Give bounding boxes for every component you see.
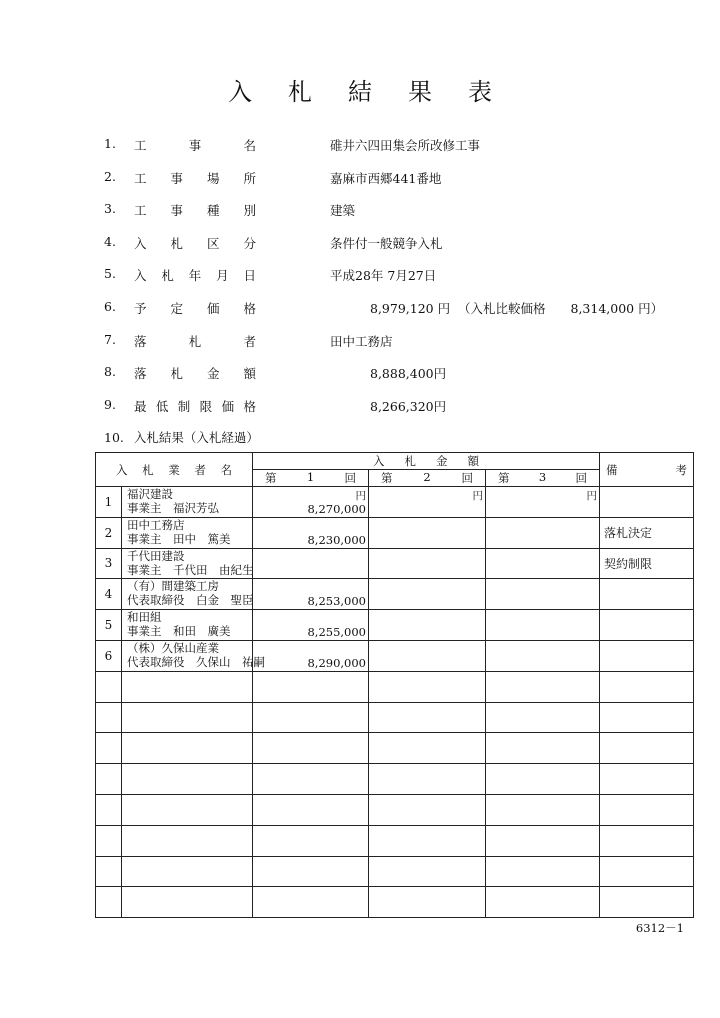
bid-amount-cell [486,610,600,641]
table-row-empty [96,702,694,733]
note-cell [600,579,694,610]
section-10-heading [104,428,269,446]
info-label-char: 別 [243,203,256,219]
info-row [104,234,684,267]
empty-cell [600,671,694,702]
info-label-char: 名 [243,138,256,153]
info-number: 7. [104,331,116,347]
info-label [134,332,256,350]
bid-amount: 8,253,000 [307,594,366,609]
header-amount-label-char: 札 [404,454,416,468]
bid-amount: 8,230,000 [307,532,366,547]
empty-cell [486,702,600,733]
header-bidder-label-char: 者 [194,462,206,477]
section-10-label: 入札結果（入札経過） [133,430,259,445]
header-amount-label [253,453,599,469]
info-comparison-price: （入札比較価格 8,314,000 円） [458,300,664,316]
info-label [134,364,256,382]
empty-cell [600,764,694,795]
info-row [104,332,684,365]
yen-unit: 円 [355,490,366,502]
empty-cell [486,856,600,887]
page-number: 6312－1 [635,921,684,935]
bidder-cell [122,610,253,641]
row-number: 5 [96,610,122,641]
empty-cell [486,764,600,795]
bid-amount-cell [369,548,486,579]
empty-cell [369,764,486,795]
header-bidder-label-char: 名 [220,462,232,477]
row-number: 1 [96,487,122,518]
table-header-row [96,453,694,470]
table-row-empty [96,856,694,887]
header-bidder-label-char: 札 [142,462,154,477]
table-row [96,610,694,641]
header-round-label [253,470,368,486]
info-label-char: 価 [206,300,220,316]
info-number: 2. [104,168,116,184]
empty-cell [486,794,600,825]
bidder-name: 田中工務店 [127,517,185,532]
bid-amount-cell [369,640,486,671]
info-label-char: 工 [134,138,147,153]
header-round-label-char: 3 [538,470,547,484]
table-row-empty [96,671,694,702]
info-label-char: 事 [188,138,202,153]
bid-amount-cell [486,517,600,548]
empty-cell [600,702,694,733]
empty-cell [369,794,486,825]
row-number: 2 [96,517,122,548]
header-round-cell [369,470,486,487]
empty-cell [122,887,253,918]
empty-cell [96,733,122,764]
empty-cell [486,825,600,856]
info-label-char: 札 [170,366,183,382]
table-row [96,640,694,671]
info-number: 8. [104,364,116,380]
empty-cell [600,733,694,764]
info-row [104,266,684,299]
header-round-label-char: 第 [498,471,510,485]
bid-amount: 8,270,000 [307,501,366,516]
info-label-char: 種 [206,203,220,219]
bidder-name: 千代田建設 [127,548,185,563]
info-label-char: 札 [170,235,183,251]
empty-cell [253,887,369,918]
info-label-char: 所 [243,170,256,186]
bidder-cell [122,579,253,610]
empty-cell [122,856,253,887]
info-row [104,364,684,397]
header-bidder-cell [96,453,253,487]
row-number: 6 [96,640,122,671]
bidder-representative: 事業主 和田 廣美 [127,624,231,639]
info-value: 平成28年 7月27日 [330,268,437,284]
header-round-label-char: 第 [265,471,277,485]
bidder-cell [122,640,265,671]
empty-cell [600,887,694,918]
note-cell [600,610,694,641]
header-bidder-label [96,462,252,478]
empty-cell [122,671,253,702]
header-bidder-label-char: 業 [168,462,180,477]
header-round-label-char: 回 [344,471,356,485]
bidder-cell [122,487,253,518]
bidder-name: （株）久保山産業 [127,640,219,655]
empty-cell [96,702,122,733]
empty-cell [369,733,486,764]
info-row [104,299,684,332]
bidder-name: 福沢建設 [127,487,173,501]
info-row [104,169,684,202]
empty-cell [369,887,486,918]
info-label-char: 金 [206,366,220,382]
info-amount: 8,888,400円 [370,366,447,382]
info-row [104,201,684,234]
row-number: 4 [96,579,122,610]
yen-unit: 円 [472,490,483,502]
bid-amount-cell [253,640,369,671]
empty-cell [253,671,369,702]
header-round-label-char: 第 [381,471,393,485]
header-note-label [600,462,693,478]
info-label [134,169,256,187]
empty-cell [253,764,369,795]
empty-cell [122,702,253,733]
info-amount: 8,979,120 円 [370,300,451,316]
bidder-name: 和田組 [127,610,162,625]
empty-cell [253,856,369,887]
info-label-char: 分 [243,235,256,251]
info-label-char: 工 [134,203,147,219]
note-cell [600,487,694,518]
note-cell: 落札決定 [600,517,694,548]
header-amount-label-char: 額 [467,454,479,468]
empty-cell [486,733,600,764]
bid-amount: 8,290,000 [307,655,366,670]
bidder-representative: 代表取締役 白金 聖臣 [127,593,254,608]
info-label-char: 入 [134,235,147,251]
info-number: 9. [104,396,116,412]
info-label-char: 事 [170,170,183,186]
info-row [104,397,684,430]
bid-amount-cell [369,517,486,548]
empty-cell [253,794,369,825]
bidder-representative: 代表取締役 久保山 祐嗣 [127,654,265,669]
info-amount: 8,266,320円 [370,398,447,414]
info-number: 1. [104,136,116,151]
empty-cell [122,733,253,764]
empty-cell [486,671,600,702]
section-10-number: 10. [104,430,124,445]
empty-cell [253,733,369,764]
bidder-name: （有）間建築工房 [127,579,219,594]
bid-amount-cell [253,579,369,610]
bid-amount-cell [253,610,369,641]
info-list [104,136,684,429]
empty-cell [369,825,486,856]
empty-cell [96,764,122,795]
bidder-cell [122,548,253,579]
info-number: 5. [104,266,116,282]
info-value: 条件付一般競争入札 [330,235,443,251]
info-value: 嘉麻市西郷441番地 [330,170,442,186]
header-amount-label-char: 金 [436,454,448,468]
header-round-label [369,470,485,486]
empty-cell [96,794,122,825]
header-note-label-char: 考 [675,462,688,477]
table-row [96,487,694,518]
info-label-char: 年 [188,268,202,284]
header-round-label-char: 回 [461,471,473,485]
row-number: 3 [96,548,122,579]
bid-amount-cell [253,487,369,518]
info-value: 建築 [330,203,356,219]
empty-cell [369,856,486,887]
empty-cell [122,825,253,856]
empty-cell [600,825,694,856]
info-label [134,397,256,415]
info-label-char: 予 [134,300,147,316]
info-label-char: 工 [134,170,147,186]
info-number: 4. [104,233,116,249]
table-row-empty [96,825,694,856]
header-round-label-char: 1 [306,470,315,484]
header-round-cell [253,470,369,487]
info-label-char: 格 [243,300,256,316]
info-label [134,266,256,284]
empty-cell [253,825,369,856]
bidder-representative: 事業主 田中 篤美 [127,531,231,546]
header-bidder-label-char: 入 [116,462,128,477]
info-label-char: 札 [161,268,174,284]
empty-cell [122,764,253,795]
info-row [104,136,684,169]
table-row-empty [96,794,694,825]
table-row [96,579,694,610]
header-round-label-char: 回 [575,471,588,485]
empty-cell [600,856,694,887]
info-label [134,136,256,154]
bid-amount-cell [369,579,486,610]
bidder-representative: 事業主 福沢芳弘 [127,501,219,515]
bid-amount-cell [486,579,600,610]
header-round-cell [486,470,600,487]
table-row-empty [96,887,694,918]
empty-cell [122,794,253,825]
info-label-char: 落 [134,333,147,349]
empty-cell [600,794,694,825]
empty-cell [369,671,486,702]
info-label-char: 制 [177,398,191,414]
page-title: 入札結果表 [228,78,528,106]
info-label-char: 区 [206,235,220,251]
bid-amount-cell [486,487,600,518]
bid-amount-cell [369,610,486,641]
note-cell: 契約制限 [600,548,694,579]
header-amount-label-char: 入 [373,454,385,468]
table-row [96,517,694,548]
info-label-char: 入 [134,268,147,284]
info-label-char: 落 [134,366,147,382]
header-round-label [486,470,599,486]
info-label [134,234,256,252]
bid-amount-cell [486,640,600,671]
info-value: 碓井六四田集会所改修工事 [330,138,481,153]
empty-cell [369,702,486,733]
info-label-char: 月 [216,268,229,284]
bidder-cell [122,517,253,548]
note-cell [600,640,694,671]
info-label-char: 低 [155,398,169,414]
info-label-char: 定 [170,300,183,316]
info-label-char: 場 [206,170,220,186]
table-row-empty [96,764,694,795]
info-label-char: 者 [243,333,256,349]
table-row-empty [96,733,694,764]
info-label [134,299,256,317]
bidder-representative: 事業主 千代田 由紀生 [127,562,254,577]
info-label-char: 価 [221,398,235,414]
empty-cell [96,671,122,702]
empty-cell [96,856,122,887]
empty-cell [96,887,122,918]
header-note-cell [600,453,694,487]
info-label-char: 額 [243,366,256,382]
empty-cell [253,702,369,733]
empty-cell [96,825,122,856]
info-label-char: 事 [170,203,183,219]
info-label [134,201,256,219]
info-number: 3. [104,201,116,217]
header-note-label-char: 備 [606,462,618,477]
bid-amount-cell [253,548,369,579]
table-row [96,548,694,579]
bid-result-table [95,452,694,918]
info-label-char: 限 [199,398,213,414]
info-value: 田中工務店 [330,333,393,349]
info-label-char: 格 [243,398,256,414]
header-amount-cell [253,453,600,470]
bid-amount: 8,255,000 [307,624,366,639]
bid-amount-cell [486,548,600,579]
bid-amount-cell [253,517,369,548]
info-number: 6. [104,298,116,314]
info-label-char: 日 [243,268,256,284]
info-label-char: 札 [188,333,202,349]
yen-unit: 円 [586,490,598,502]
empty-cell [486,887,600,918]
info-label-char: 最 [134,398,147,414]
header-round-label-char: 2 [423,470,431,484]
bid-amount-cell [369,487,486,518]
